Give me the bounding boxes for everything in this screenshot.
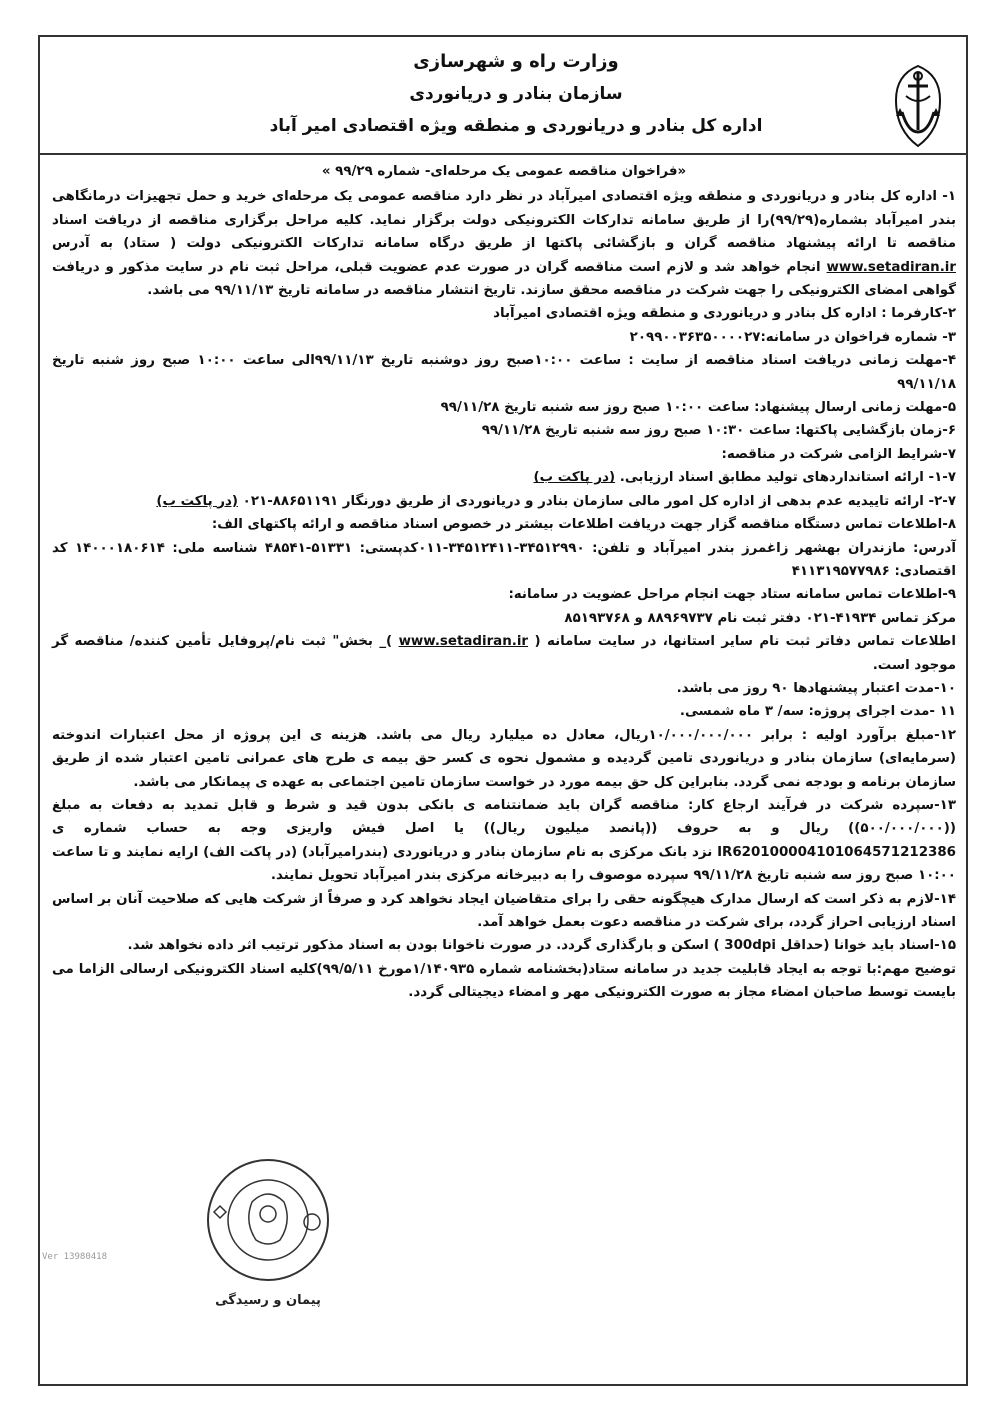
item-10: ۱۰-مدت اعتبار پیشنهادها ۹۰ روز می باشد. [676,680,956,696]
item-8: ۸-اطلاعات تماس دستگاه مناقصه گزار جهت دریافت اطلاعات بیشتر در خصوص اسناد مناقصه و ارائه پاکتهای الف: [211,517,956,533]
round-seal-stamp-icon [200,1152,336,1320]
item-8-address: آدرس: مازندران بهشهر زاغمرز بندر امیرآباد و تلفن: ۳۴۵۱۲۹۹۰-۳۴۵۱۲۴۱۱-۰۱۱کدپستی: ۵۱۳۳۱-۴۸۵۴۱ شناسه ملی: ۱۴۰۰۰۱۸۰۶۱۴ کد اقتصادی: ۴۱۱۳۱۹۵۷۷۹۸۶ [52,540,956,579]
anchor-emblem-icon [888,60,948,152]
item-9-call-center: مرکز تماس ۴۱۹۳۴-۰۲۱ دفتر ثبت نام ۸۸۹۶۹۷۳۷ و ۸۵۱۹۳۷۶۸ [564,610,956,626]
item-15: ۱۵-اسناد باید خوانا (حداقل 300dpi ) اسکن و بارگذاری گردد. در صورت ناخوانا بودن به اسناد مذکور ترتیب اثر داده نخواهد شد. [127,938,956,954]
item-3: ۳- شماره فراخوان در سامانه:۲۰۹۹۰۰۳۶۳۵۰۰۰۰۲۷ [629,329,956,345]
setadiran-link-2[interactable]: www.setadiran.ir [398,634,529,650]
letterhead [40,38,966,153]
header-divider [40,153,966,155]
tender-notice-body [52,160,956,1005]
item-9-offices-text: اطلاعات تماس دفاتر ثبت نام سایر استانها، در سایت سامانه ( [534,634,957,650]
item-5: ۵-مهلت زمانی ارسال پیشنهاد: ساعت ۱۰:۰۰ صبح روز سه شنبه تاریخ ۹۹/۱۱/۲۸ [440,400,956,416]
item-7-1-text: ۱-۷- ارائه استانداردهای تولید مطابق اسناد ارزیابی. [619,470,956,486]
department-title: اداره کل بنادر و دریانوردی و منطقه ویژه اقتصادی امیر آباد [269,116,763,136]
item-9-offices [52,630,956,677]
iban-number: IR620100004101064571212386 [717,844,956,860]
item-7-1 [52,466,956,489]
item-1-text: ۱- اداره کل بنادر و دریانوردی و منطقه ویژه اقتصادی امیرآباد در نظر دارد مناقصه عمومی یک مرحله‌ای خرید و حمل تجهیزات درمانگاهی بندر امیرآباد بشماره(۹۹/۲۹)را از طریق سامانه تدارکات الکترونیکی دولت برگزار نماید. کلیه مراحل برگزاری مناقصه از دریافت اسناد مناقصه تا ارائه پیشنهاد مناقصه گران و بازگشائی پاکتها از طریق درگاه سامانه تدارکات الکترونیکی دولت ( ستاد) به آدرس [52,189,956,252]
call-title: «فراخوان مناقصه عمومی یک مرحله‌ای- شماره ۹۹/۲۹ » [321,164,687,179]
item-4: ۴-مهلت زمانی دریافت اسناد مناقصه از سایت : ساعت ۱۰:۰۰صبح روز دوشنبه تاریخ ۹۹/۱۱/۱۳الی ساعت ۱۰:۰۰ صبح روز شنبه تاریخ ۹۹/۱۱/۱۸ [52,353,956,392]
important-note: توضیح مهم:با توجه به ایجاد قابلیت جدید در سامانه ستاد(بخشنامه شماره ۱/۱۴۰۹۳۵مورخ ۹۹/۵/۱۱)کلیه اسناد الکترونیکی ارسالی الزاما می بایست توسط صاحبان امضاء مجاز به صورت الکترونیکی مهر و امضاء دیجیتالی گردد. [52,961,956,1001]
item-13 [52,794,956,888]
item-2: ۲-کارفرما : اداره کل بنادر و دریانوردی و منطقه ویژه اقتصادی امیرآباد [493,306,956,322]
item-13-text: ۱۳-سپرده شرکت در فرآیند ارجاع کار: مناقصه گران باید ضمانتنامه ی بانکی بدون قید و شرط و قابل تمدید به دفعات به مبلغ ((۵۰۰/۰۰۰/۰۰۰)) ریال و به حروف ((پانصد میلیون ریال)) یا اصل فیش واریزی وجه به حساب شماره ی [52,797,956,837]
item-12: ۱۲-مبلغ برآورد اولیه : برابر ۱۰/۰۰۰/۰۰۰/۰۰۰ریال، معادل ده میلیارد ریال می باشد. هزینه ی این پروژه از محل اعتبارات اندوخته (سرمایه‌ای) سازمان بنادر و دریانوردی تامین گردیده و مشمول نحوه ی کسر حق بیمه ی طرح های عمرانی تامین اعتبار شده از طریق سازمان برنامه و بودجه نمی گردد. بنابراین کل حق بیمه مورد در خواست سازمان تامین اجتماعی به عهده ی پیمانکار می باشد. [52,727,956,790]
letterhead-titles [216,46,816,142]
version-mark: Ver 13980418 [42,1252,108,1262]
item-14: ۱۴-لازم به ذکر است که ارسال مدارک هیچگونه حقی را برای متقاضیان ایجاد نخواهد کرد و صرفاً از شرکت هایی که صلاحیت آنان بر اساس اسناد ارزیابی احراز گردد، برای شرکت در مناقصه دعوت بعمل خواهد آمد. [52,891,956,930]
item-7-2-tag: (در پاکت ب) [156,493,238,509]
item-7: ۷-شرایط الزامی شرکت در مناقصه: [721,446,956,462]
item-11: ۱۱ -مدت اجرای پروژه: سه/ ۳ ماه شمسی. [679,704,956,720]
stamp-caption: پیمان و رسیدگی [215,1293,321,1308]
ministry-title: وزارت راه و شهرسازی [413,51,619,72]
item-9: ۹-اطلاعات تماس سامانه ستاد جهت انجام مراحل عضویت در سامانه: [508,587,956,603]
item-13-end: نزد بانک مرکزی به نام سازمان بنادر و دریانوردی (بندرامیرآباد) (در پاکت الف) ارایه نمایند و تا ساعت ۱۰:۰۰ صبح روز سه شنبه تاریخ ۹۹/۱۱/۲۸ سپرده موصوف را به دبیرخانه مرکزی بندر امیرآباد تحویل نمایند. [52,844,956,884]
organization-title: سازمان بنادر و دریانوردی [409,84,623,104]
item-1 [52,185,956,302]
item-7-2-text: ۲-۷- ارائه تاییدیه عدم بدهی از اداره کل امور مالی سازمان بنادر و دریانوردی از طریق دورنگار ۸۸۶۵۱۱۹۱-۰۲۱ [242,493,956,509]
setadiran-link[interactable]: www.setadiran.ir [826,259,956,275]
item-7-2 [52,490,956,513]
item-6: ۶-زمان بازگشایی پاکتها: ساعت ۱۰:۳۰ صبح روز سه شنبه تاریخ ۹۹/۱۱/۲۸ [481,423,956,439]
item-1-end: انجام خواهد شد و لازم است مناقصه گران در صورت عدم عضویت قبلی، مراحل ثبت نام در سایت مذکور و دریافت گواهی امضای الکترونیکی را جهت شرکت در مناقصه محقق سازند. تاریخ انتشار مناقصه در سامانه تاریخ ۹۹/۱۱/۱۳ می باشد. [52,259,956,299]
item-7-1-tag: (در پاکت ب) [533,470,616,486]
item-9-offices-end: )_ بخش" ثبت نام/پروفایل تأمین کننده/ مناقصه گر موجود است. [52,634,956,673]
